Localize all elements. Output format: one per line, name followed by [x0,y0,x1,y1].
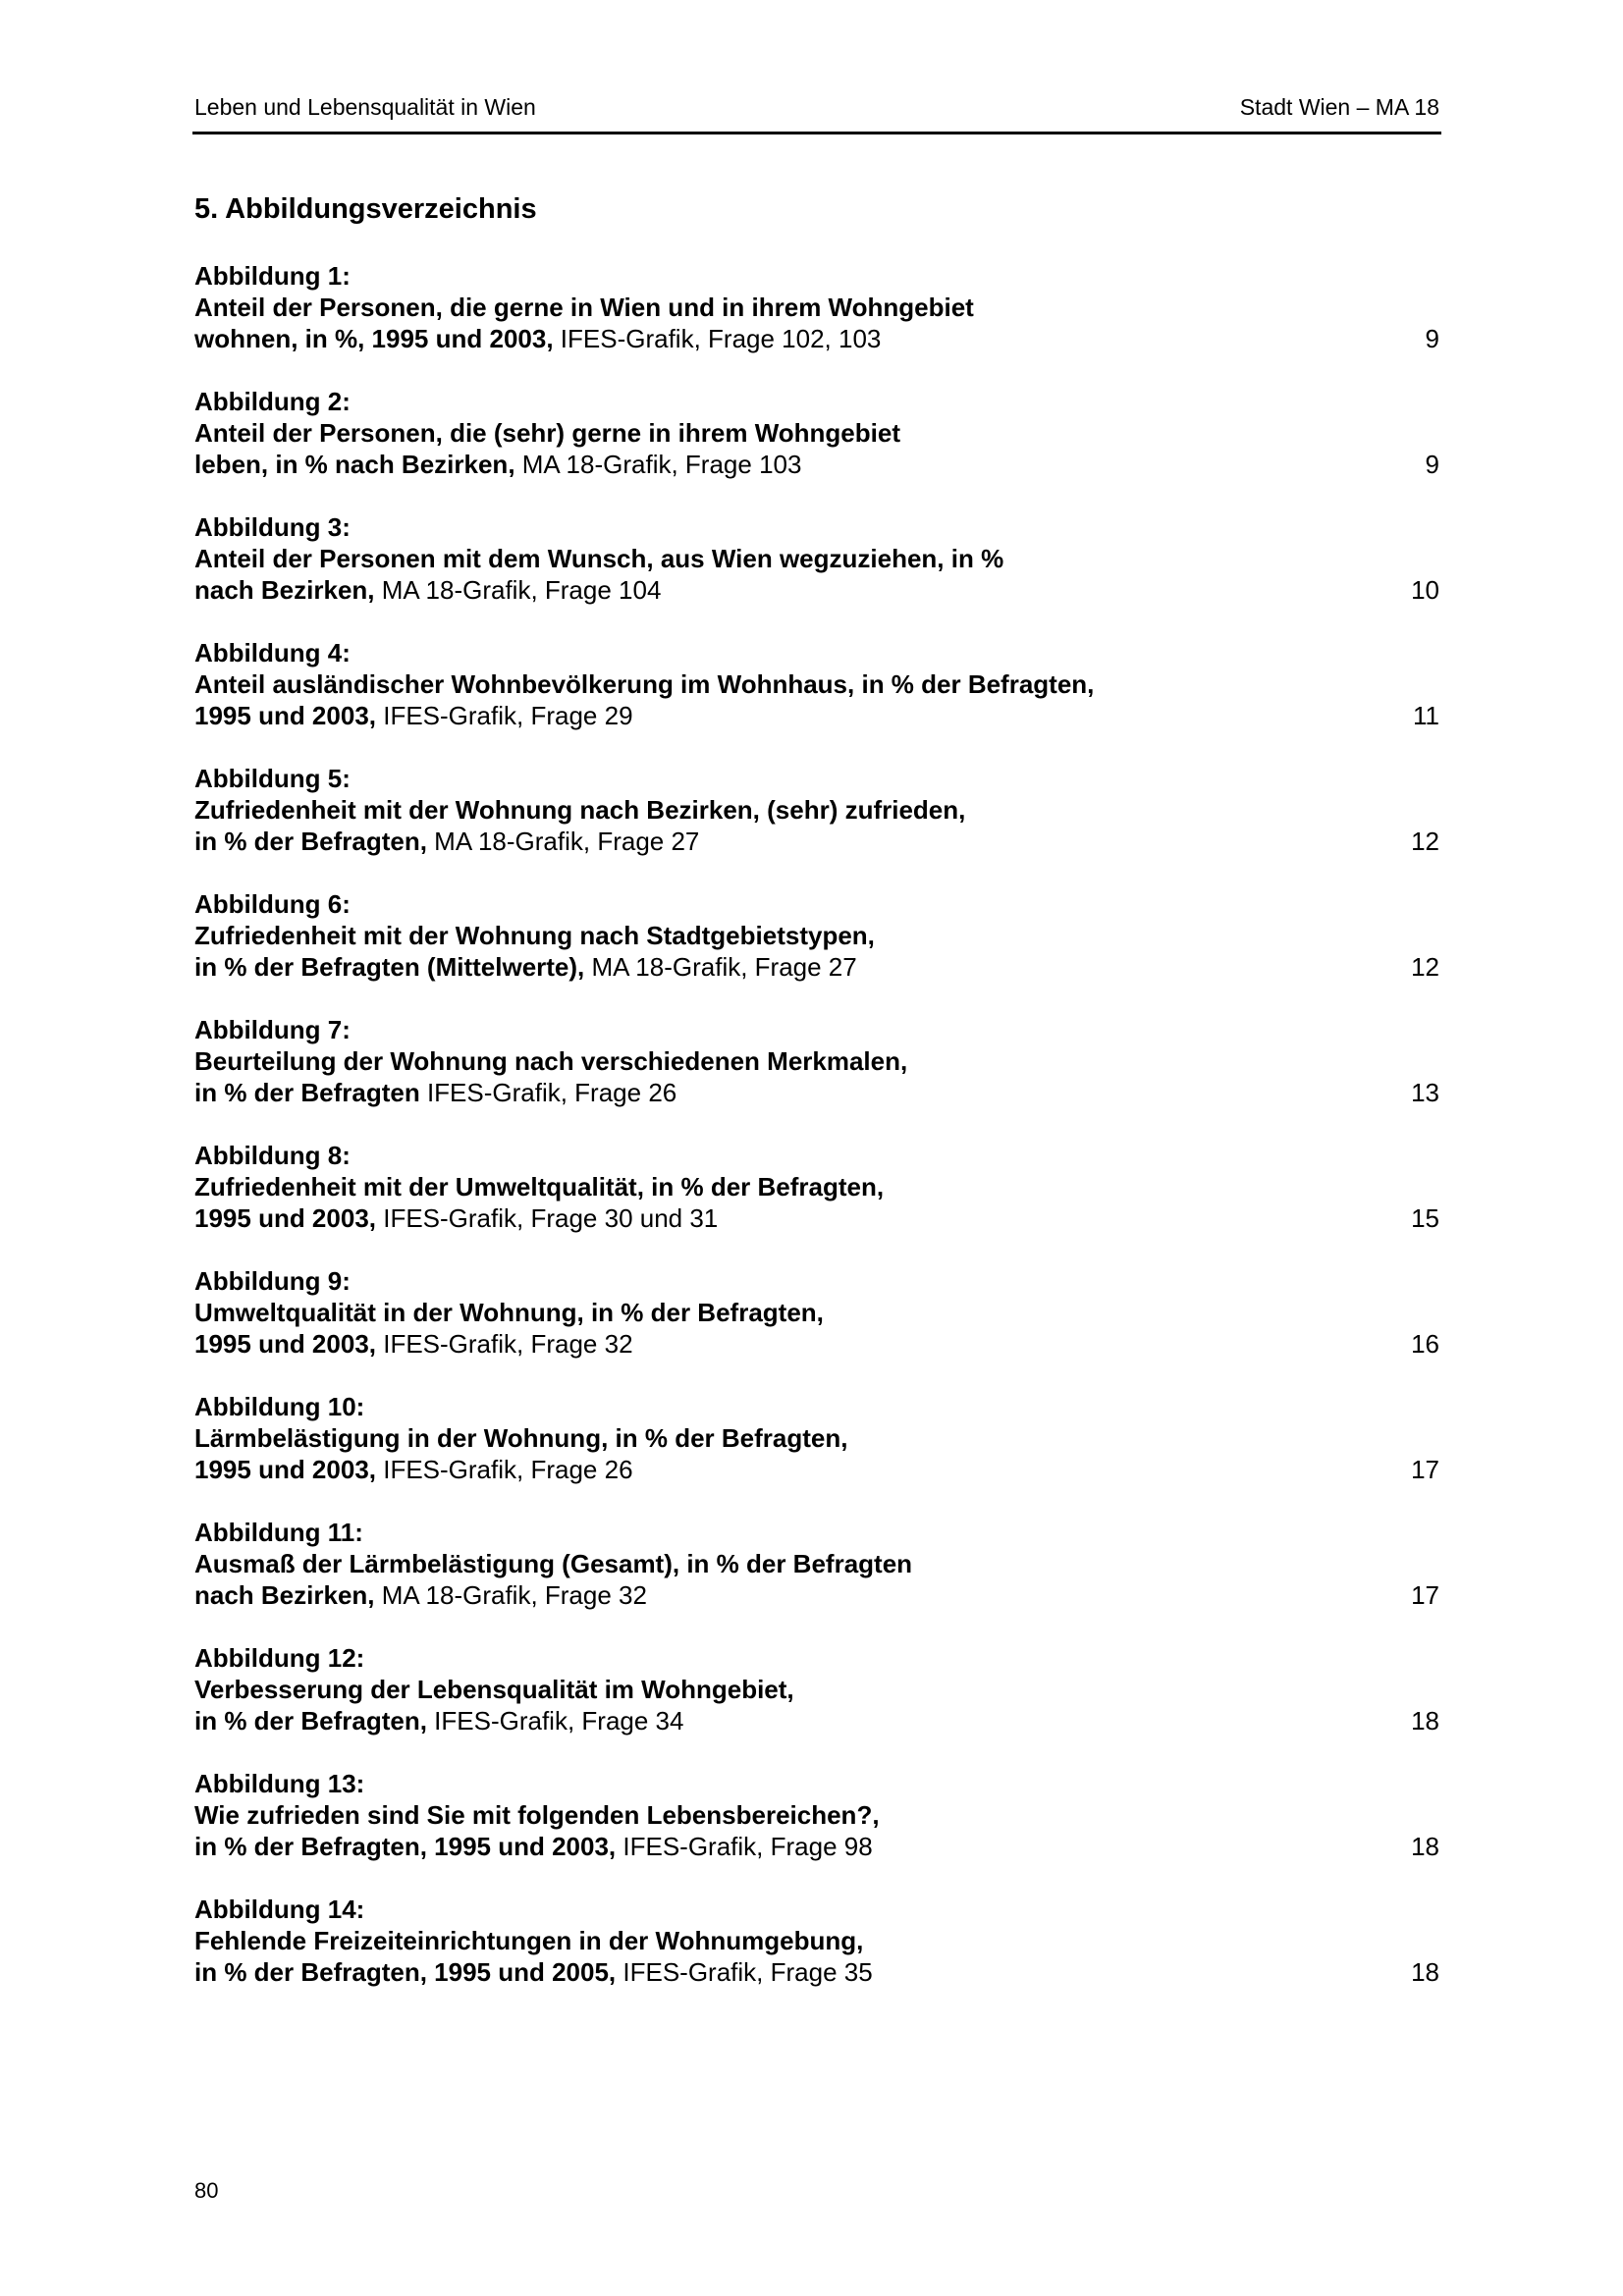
figure-entry [194,386,1439,480]
figure-title-line1: Zufriedenheit mit der Wohnung nach Bezirken, (sehr) zufrieden, [194,795,966,825]
figure-title-line2 [194,1705,1439,1736]
figure-title-line2-bold: nach Bezirken, [194,1580,375,1610]
figure-title-line1: Zufriedenheit mit der Wohnung nach Stadtgebietstypen, [194,921,875,950]
figure-title-line1: Anteil ausländischer Wohnbevölkerung im Wohnhaus, in % der Befragten, [194,669,1095,699]
figure-title-line1: Umweltqualität in der Wohnung, in % der Befragten, [194,1298,824,1327]
figure-source: IFES-Grafik, Frage 98 [616,1832,873,1861]
figure-page-number: 18 [1411,1957,1439,1987]
figure-title-line1: Anteil der Personen, die (sehr) gerne in ihrem Wohngebiet [194,418,900,448]
figure-page-number: 12 [1411,827,1439,856]
figure-title-line1: Zufriedenheit mit der Umweltqualität, in % der Befragten, [194,1172,885,1201]
figure-entry [194,1014,1439,1108]
header-publisher: Stadt Wien – MA 18 [1239,94,1439,120]
figure-title-line2 [194,1956,1439,1988]
figure-entry [194,1265,1439,1360]
figure-page-number: 17 [1411,1580,1439,1610]
figure-source: MA 18-Grafik, Frage 104 [374,575,662,605]
figure-title-line2-bold: 1995 und 2003, [194,1455,376,1484]
figure-title-line1: Verbesserung der Lebensqualität im Wohngebiet, [194,1675,794,1704]
figure-page-number: 10 [1411,575,1439,605]
figure-label: Abbildung 11: [194,1518,363,1547]
figure-title-line2-bold: 1995 und 2003, [194,1203,376,1233]
figure-entry [194,1768,1439,1862]
figure-entry [194,260,1439,354]
figure-title-line2 [194,1077,1439,1108]
figure-title-line2 [194,1328,1439,1360]
figure-page-number: 12 [1411,952,1439,982]
figure-title-line1: Wie zufrieden sind Sie mit folgenden Lebensbereichen?, [194,1800,880,1830]
figure-title-line2 [194,1831,1439,1862]
figure-label: Abbildung 5: [194,764,351,793]
figure-entry [194,763,1439,857]
figure-title-line2 [194,1579,1439,1611]
figure-title-line1: Fehlende Freizeiteinrichtungen in der Wohnumgebung, [194,1926,864,1955]
figure-title-line1: Ausmaß der Lärmbelästigung (Gesamt), in % der Befragten [194,1549,913,1578]
figure-source: MA 18-Grafik, Frage 103 [514,450,802,479]
figure-page-number: 18 [1411,1706,1439,1735]
figure-entry [194,1894,1439,1988]
figure-title-line2 [194,1454,1439,1485]
figure-title-line1: Anteil der Personen, die gerne in Wien und in ihrem Wohngebiet [194,293,974,322]
figure-label: Abbildung 10: [194,1392,365,1421]
figure-label: Abbildung 9: [194,1266,351,1296]
figure-page-number: 17 [1411,1455,1439,1484]
figure-title-line2 [194,1202,1439,1234]
figure-title-line2-bold: nach Bezirken, [194,575,375,605]
figure-page-number: 9 [1425,324,1439,353]
figure-page-number: 16 [1411,1329,1439,1359]
figure-title-line2 [194,449,1439,480]
figure-title-line2 [194,323,1439,354]
figure-title-line2-bold: in % der Befragten, [194,827,427,856]
figure-entry [194,1517,1439,1611]
figure-title-line1: Beurteilung der Wohnung nach verschiedenen Merkmalen, [194,1046,908,1076]
figure-entry [194,1391,1439,1485]
figure-title-line2-bold: leben, in % nach Bezirken, [194,450,515,479]
figure-label: Abbildung 1: [194,261,351,291]
figure-label: Abbildung 4: [194,638,351,667]
figure-title-line2-bold: 1995 und 2003, [194,1329,376,1359]
figure-title-line2-bold: 1995 und 2003, [194,701,376,730]
figure-list [194,260,1439,2019]
running-header [192,94,1441,134]
figure-label: Abbildung 12: [194,1643,365,1673]
header-document-title: Leben und Lebensqualität in Wien [194,94,536,120]
page-number: 80 [194,2178,219,2203]
figure-source: IFES-Grafik, Frage 35 [616,1957,873,1987]
figure-source: IFES-Grafik, Frage 26 [376,1455,633,1484]
figure-title-line2-bold: in % der Befragten, 1995 und 2005, [194,1957,617,1987]
figure-page-number: 11 [1413,701,1439,730]
figure-source: IFES-Grafik, Frage 26 [419,1078,677,1107]
figure-title-line2 [194,574,1439,606]
figure-title-line1: Lärmbelästigung in der Wohnung, in % der Befragten, [194,1423,848,1453]
figure-label: Abbildung 14: [194,1895,365,1924]
figure-page-number: 18 [1411,1832,1439,1861]
figure-entry [194,1642,1439,1736]
figure-source: IFES-Grafik, Frage 32 [376,1329,633,1359]
figure-label: Abbildung 8: [194,1141,351,1170]
figure-label: Abbildung 6: [194,889,351,919]
figure-label: Abbildung 7: [194,1015,351,1044]
figure-title-line2-bold: wohnen, in %, 1995 und 2003, [194,324,554,353]
figure-title-line2-bold: in % der Befragten [194,1078,420,1107]
figure-title-line1: Anteil der Personen mit dem Wunsch, aus Wien wegzuziehen, in % [194,544,1004,573]
figure-title-line2-bold: in % der Befragten (Mittelwerte), [194,952,585,982]
figure-title-line2-bold: in % der Befragten, 1995 und 2003, [194,1832,617,1861]
figure-source: IFES-Grafik, Frage 34 [426,1706,684,1735]
figure-source: MA 18-Grafik, Frage 27 [426,827,700,856]
figure-title-line2-bold: in % der Befragten, [194,1706,427,1735]
figure-title-line2 [194,826,1439,857]
figure-title-line2 [194,951,1439,983]
figure-page-number: 9 [1425,450,1439,479]
section-title: 5. Abbildungsverzeichnis [194,193,537,225]
figure-title-line2 [194,700,1439,731]
figure-label: Abbildung 13: [194,1769,365,1798]
figure-source: MA 18-Grafik, Frage 27 [584,952,857,982]
figure-entry [194,511,1439,606]
figure-entry [194,1140,1439,1234]
figure-page-number: 13 [1411,1078,1439,1107]
figure-entry [194,637,1439,731]
figure-source: IFES-Grafik, Frage 29 [376,701,633,730]
figure-source: IFES-Grafik, Frage 102, 103 [553,324,882,353]
figure-label: Abbildung 2: [194,387,351,416]
figure-entry [194,888,1439,983]
figure-source: MA 18-Grafik, Frage 32 [374,1580,647,1610]
figure-label: Abbildung 3: [194,512,351,542]
figure-page-number: 15 [1411,1203,1439,1233]
figure-source: IFES-Grafik, Frage 30 und 31 [376,1203,719,1233]
